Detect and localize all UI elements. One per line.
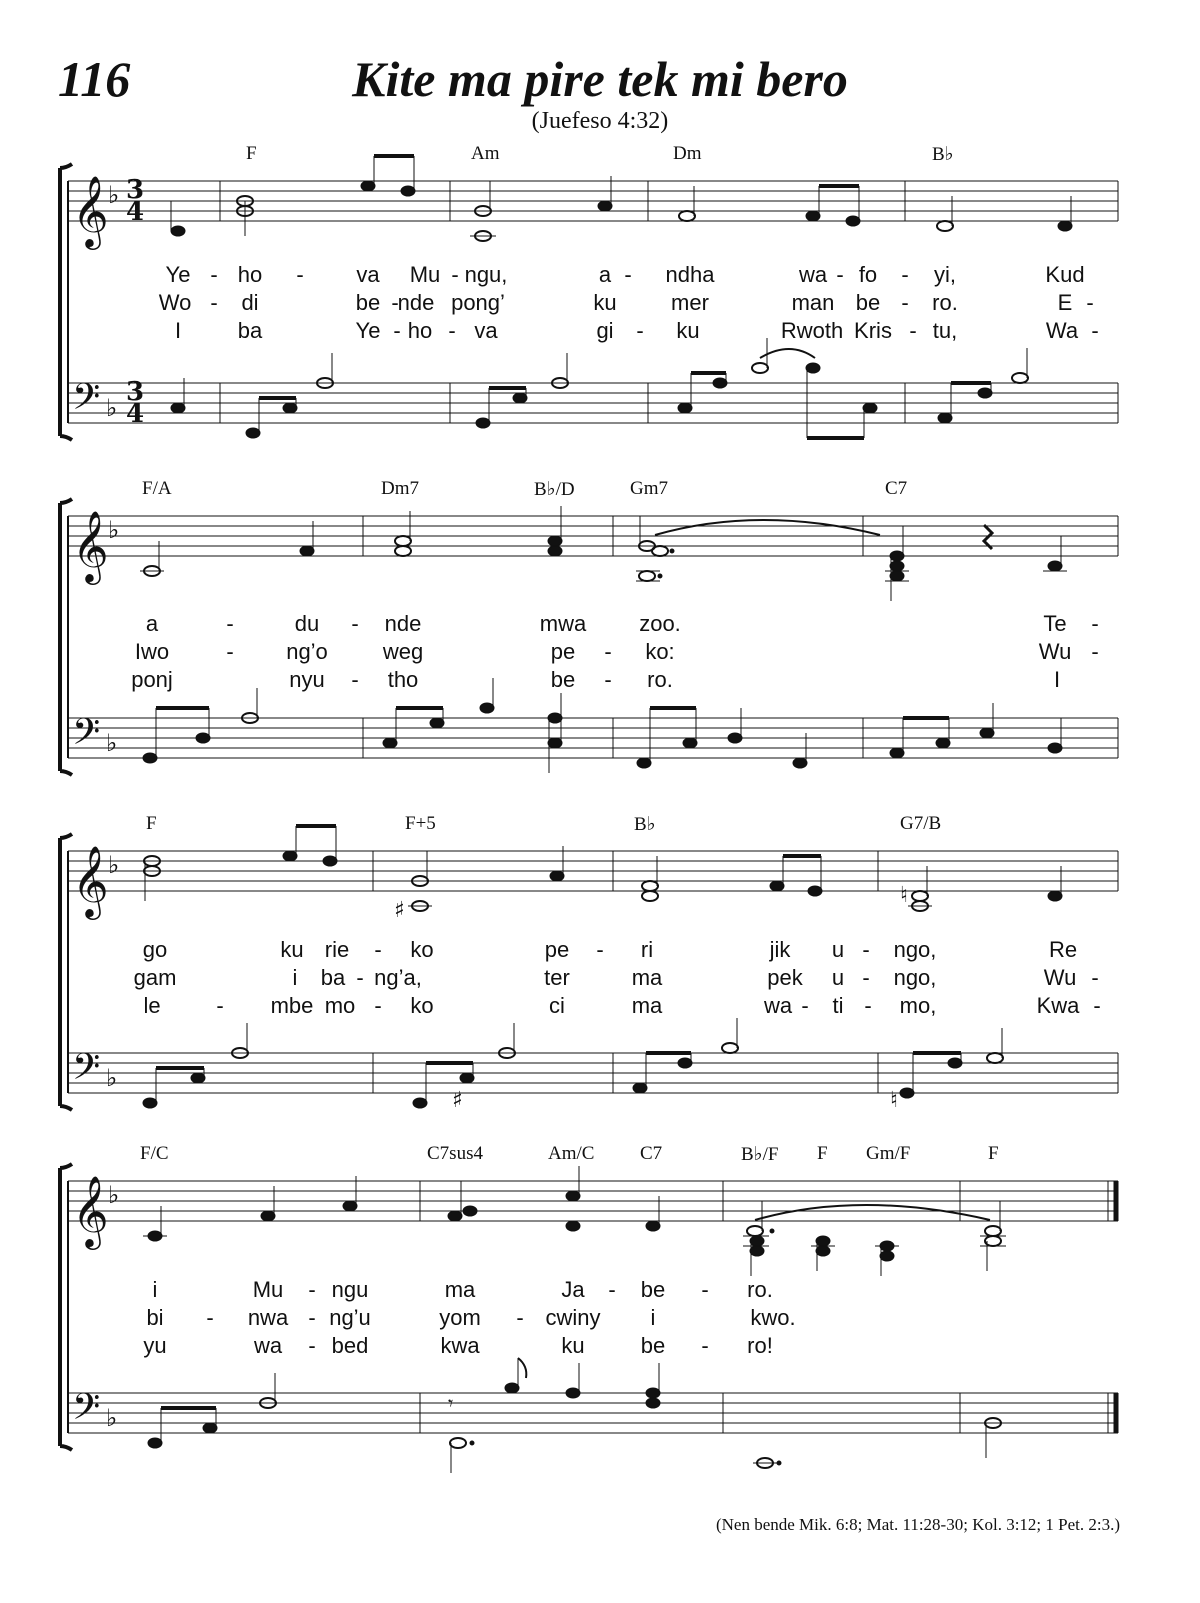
music-system-2 [0,475,1200,795]
lyric-syllable: a [598,262,612,287]
lyric-syllable: - [701,1277,709,1302]
lyric-syllable: - [356,965,364,990]
svg-text:♭: ♭ [106,394,118,422]
chord-symbol: F/A [142,478,172,499]
lyric-syllable: I [1053,667,1061,692]
chord-symbol: C7 [640,1143,663,1164]
lyric-syllable: - [909,318,917,343]
lyric-syllable: ku [593,290,617,315]
svg-text:♭: ♭ [106,1064,118,1092]
lyric-syllable: ng’u [329,1305,371,1330]
lyric-syllable: rie [324,937,350,962]
chord-symbol: F [988,1143,999,1164]
chord-symbol: F/C [140,1143,169,1164]
song-number: 116 [58,51,131,107]
bible-references: (Nen bende Mik. 6:8; Mat. 11:28-30; Kol. 3:12; 1 Pet. 2:3.) [715,1515,1120,1534]
lyric-syllable: ku [280,937,304,962]
chord-symbol: F [246,143,257,164]
chord-symbol: B♭ [634,814,656,835]
lyric-syllable: Rwoth [780,318,844,343]
scripture-reference: (Juefeso 4:32) [531,108,669,134]
treble-clef-icon: 𝄞 [72,1174,109,1247]
staff-graphics [0,810,1200,1130]
lyric-syllable: pe [550,639,576,664]
svg-text:♭: ♭ [106,729,118,757]
lyric-syllable: mo, [899,993,937,1018]
lyric-syllable: ngo, [893,965,937,990]
lyric-syllable: I [174,318,182,343]
treble-clef-icon: 𝄞 [72,509,109,582]
lyric-syllable: jik [769,937,791,962]
lyric-syllable: be [640,1277,666,1302]
svg-text:♭: ♭ [108,851,120,879]
lyric-syllable: E [1057,290,1073,315]
lyric-syllable: Re [1048,937,1078,962]
lyric-syllable: pek [767,965,803,990]
lyric-syllable: - [901,262,909,287]
lyric-syllable: - [608,1277,616,1302]
lyric-syllable: ro! [747,1333,773,1358]
lyric-syllable: ku [676,318,700,343]
lyric-syllable: Mu [252,1277,284,1302]
lyric-syllable: Wu [1043,965,1077,990]
music-system-3 [0,810,1200,1130]
lyric-syllable: go [142,937,168,962]
lyric-syllable: tho [387,667,419,692]
lyric-syllable: mbe [270,993,314,1018]
lyric-syllable: u [831,965,845,990]
staff-graphics [0,475,1200,795]
lyric-syllable: nde [384,611,422,636]
lyric-syllable: Wa [1045,318,1079,343]
svg-text:♭: ♭ [108,181,120,209]
lyric-syllable: bi [146,1305,164,1330]
lyric-syllable: - [836,262,844,287]
lyric-syllable: ndha [665,262,715,287]
lyric-syllable: yu [143,1333,167,1358]
lyric-syllable: - [391,290,399,315]
svg-text:♭: ♭ [108,516,120,544]
lyric-syllable: ngu [331,1277,369,1302]
lyric-syllable: ti [832,993,844,1018]
lyric-syllable: ku [561,1333,585,1358]
chord-symbol: C7sus4 [427,1143,483,1164]
lyric-syllable: - [604,639,612,664]
lyric-syllable: bed [331,1333,369,1358]
lyric-syllable: mo [324,993,356,1018]
lyric-syllable: gam [133,965,177,990]
lyric-syllable: - [1093,993,1101,1018]
chord-symbol: B♭/D [534,479,575,500]
lyric-syllable: Wo [158,290,192,315]
treble-clef-icon: 𝄞 [72,174,109,247]
lyric-syllable: ma [631,993,663,1018]
lyric-syllable: i [292,965,298,990]
lyric-syllable: wa [798,262,828,287]
lyric-syllable: wa [253,1333,283,1358]
lyric-syllable: weg [382,639,424,664]
lyric-syllable: ro. [932,290,958,315]
chord-symbol: B♭ [932,144,954,165]
chord-symbol: Gm/F [866,1143,911,1164]
lyric-syllable: u [831,937,845,962]
chord-symbol: C7 [885,478,908,499]
chord-symbol: F [817,1143,828,1164]
lyric-syllable: i [152,1277,158,1302]
lyric-syllable: ng’a, [374,965,422,990]
lyric-syllable: - [624,262,632,287]
lyric-syllable: Iwo [134,639,170,664]
bass-clef-icon: 𝄢 [72,376,101,427]
lyric-syllable: Kris [854,318,892,343]
lyric-syllable: le [143,993,161,1018]
lyric-syllable: ko [410,993,434,1018]
lyric-syllable: ko [410,937,434,962]
lyric-syllable: ri [640,937,654,962]
lyric-syllable: va [474,318,498,343]
lyric-syllable: - [604,667,612,692]
lyric-syllable: - [864,993,872,1018]
svg-text:♮: ♮ [900,883,908,908]
chord-symbol: Am/C [548,1143,595,1164]
lyric-syllable: Ye [165,262,191,287]
svg-text:♭: ♭ [106,1404,118,1432]
lyric-syllable: yom [439,1305,481,1330]
lyric-syllable: - [448,318,456,343]
lyric-syllable: - [1091,611,1099,636]
svg-text:3: 3 [126,377,145,407]
lyric-syllable: - [374,937,382,962]
lyric-syllable: Te [1043,611,1067,636]
music-system-4 [0,1140,1200,1480]
chord-symbol: Dm [673,143,702,164]
lyric-syllable: kwa [440,1333,480,1358]
lyric-syllable: ba [320,965,346,990]
lyric-syllable: mer [671,290,709,315]
lyric-syllable: nwa [247,1305,289,1330]
lyric-syllable: Ye [355,318,381,343]
lyric-syllable: be [640,1333,666,1358]
lyric-syllable: ter [544,965,570,990]
lyric-syllable: yi, [934,262,956,287]
svg-text:♭: ♭ [108,1181,120,1209]
lyric-syllable: ponj [131,667,173,692]
lyric-syllable: zoo. [639,611,681,636]
lyric-syllable: - [226,639,234,664]
lyric-syllable: - [308,1333,316,1358]
treble-clef-icon: 𝄞 [72,844,109,917]
lyric-syllable: pe [544,937,570,962]
song-title: Kite ma pire tek mi bero [352,51,848,107]
lyric-syllable: - [393,318,401,343]
lyric-syllable: - [296,262,304,287]
lyric-syllable: di [241,290,259,315]
lyric-syllable: - [210,290,218,315]
svg-text:4: 4 [126,399,145,429]
lyric-syllable: cwiny [545,1305,601,1330]
lyric-syllable: i [650,1305,656,1330]
lyric-syllable: ma [631,965,663,990]
lyric-syllable: ma [444,1277,476,1302]
lyric-syllable: ngu, [464,262,508,287]
lyric-syllable: Ja [561,1277,585,1302]
lyric-syllable: ho [237,262,263,287]
lyric-syllable: - [451,262,459,287]
lyric-syllable: - [636,318,644,343]
lyric-syllable: - [351,611,359,636]
lyric-syllable: ro. [647,667,673,692]
lyric-syllable: - [1091,965,1099,990]
lyric-syllable: - [308,1305,316,1330]
chord-symbol: G7/B [900,813,942,834]
bass-clef-icon: 𝄢 [72,1386,101,1437]
lyric-syllable: nde [397,290,435,315]
lyric-syllable: - [308,1277,316,1302]
lyric-syllable: - [1091,318,1099,343]
lyric-syllable: - [901,290,909,315]
lyric-syllable: Mu [409,262,441,287]
chord-symbol: Am [471,143,500,164]
lyric-syllable: gi [596,318,614,343]
lyric-syllable: fo [858,262,878,287]
lyric-syllable: - [374,993,382,1018]
lyric-syllable: - [216,993,224,1018]
chord-symbol: F+5 [405,813,436,834]
music-system-1 [0,140,1200,460]
lyric-syllable: tu, [932,318,958,343]
lyric-syllable: - [226,611,234,636]
bass-clef-icon: 𝄢 [72,1046,101,1097]
lyric-syllable: - [206,1305,214,1330]
lyric-syllable: ngo, [893,937,937,962]
lyric-syllable: Kud [1045,262,1085,287]
svg-text:3: 3 [126,175,145,205]
lyric-syllable: wa [763,993,793,1018]
chord-symbol: Gm7 [630,478,668,499]
svg-text:4: 4 [126,197,145,227]
lyric-syllable: mwa [539,611,587,636]
lyric-syllable: - [596,937,604,962]
lyric-syllable: ro. [747,1277,773,1302]
lyric-syllable: - [210,262,218,287]
lyric-syllable: - [801,993,809,1018]
chord-symbol: F [146,813,157,834]
lyric-syllable: - [862,937,870,962]
lyric-syllable: ng’o [286,639,328,664]
lyric-syllable: du [294,611,320,636]
lyric-syllable: - [1086,290,1094,315]
lyric-syllable: be [855,290,881,315]
lyric-syllable: be [355,290,381,315]
lyric-syllable: be [550,667,576,692]
chord-symbol: Dm7 [381,478,419,499]
lyric-syllable: Kwa [1036,993,1080,1018]
lyric-syllable: ho [407,318,433,343]
svg-text:𝄾: 𝄾 [448,1391,454,1415]
svg-text:♮: ♮ [890,1088,898,1113]
lyric-syllable: a [145,611,159,636]
lyric-syllable: kwo. [750,1305,796,1330]
svg-text:♯: ♯ [452,1088,463,1113]
lyric-syllable: ba [237,318,263,343]
lyric-syllable: nyu [289,667,325,692]
lyric-syllable: Wu [1038,639,1072,664]
lyric-syllable: - [516,1305,524,1330]
lyric-syllable: - [701,1333,709,1358]
lyric-syllable: ko: [645,639,675,664]
lyric-syllable: man [791,290,835,315]
svg-text:♯: ♯ [394,898,405,923]
lyric-syllable: - [862,965,870,990]
lyric-syllable: - [1091,639,1099,664]
lyric-syllable: va [356,262,380,287]
lyric-syllable: pong’ [451,290,505,315]
bass-clef-icon: 𝄢 [72,711,101,762]
chord-symbol: B♭/F [741,1144,779,1165]
lyric-syllable: ci [549,993,565,1018]
lyric-syllable: - [351,667,359,692]
